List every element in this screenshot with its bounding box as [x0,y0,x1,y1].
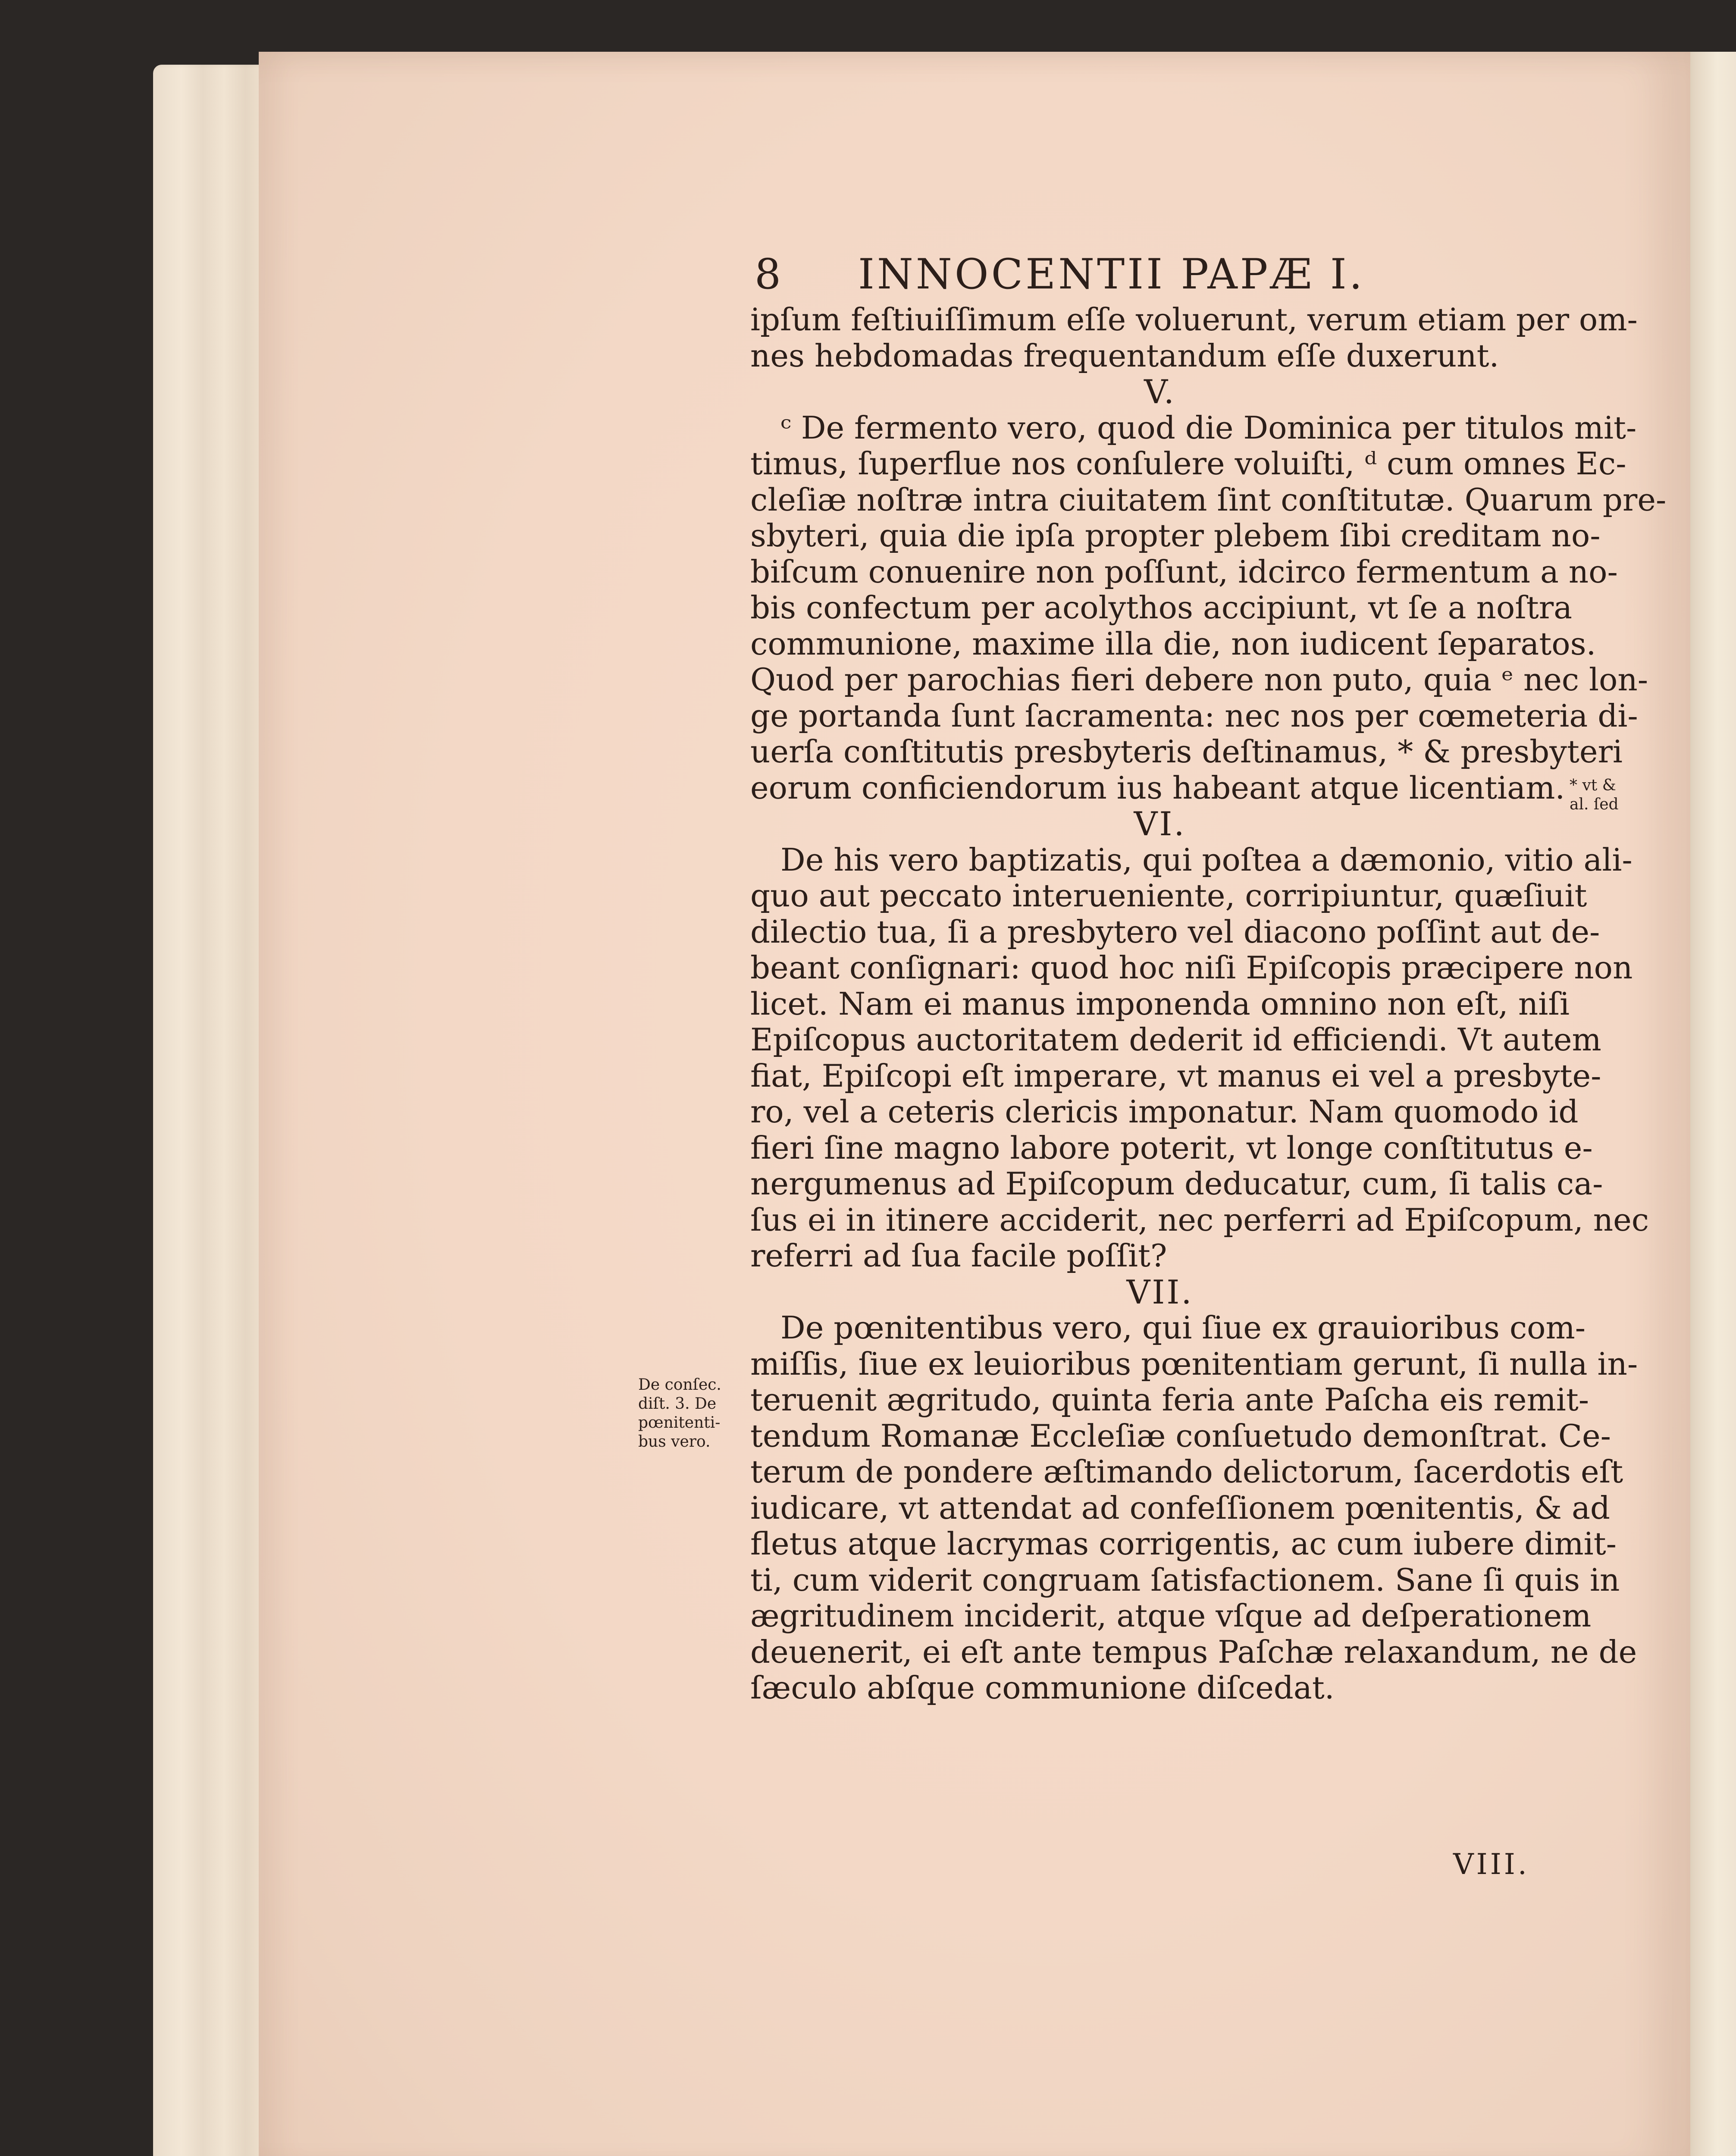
text-line: nes hebdomadas frequentandum eſſe duxerunt. [750,337,1499,374]
text-line: uerſa conſtitutis presbyteris deſtinamus, * & presbyteri [750,733,1623,770]
text-line: timus, ſuperflue nos conſulere voluiſti, ᵈ cum omnes Ec- [750,445,1626,482]
text-line: De his vero baptizatis, qui poſtea a dæmonio, vitio ali- [780,841,1633,878]
margin-note-line: * vt & [1570,777,1616,794]
text-line: ægritudinem inciderit, atque vſque ad deſperationem [750,1598,1592,1634]
text-line: cleſiæ noſtræ intra ciuitatem ſint conſtitutæ. Quarum pre- [750,481,1667,518]
margin-note-line: De conſec. [638,1376,721,1394]
text-line: teruenit ægritudo, quinta feria ante Paſcha eis remit- [750,1382,1589,1418]
running-head [755,250,1445,298]
catchword: VIII. [1453,1848,1529,1881]
text-line: ſæculo abſque communione diſcedat. [750,1670,1335,1706]
text-line: ge portanda ſunt ſacramenta: nec nos per cœmeteria di- [750,697,1638,734]
text-line: licet. Nam ei manus imponenda omnino non eſt, niſi [750,985,1570,1022]
text-line: De pœnitentibus vero, qui ſiue ex grauioribus com- [780,1310,1586,1346]
text-line: beant conſignari: quod hoc niſi Epiſcopis præcipere non [750,950,1633,986]
text-line: fiat, Epiſcopi eſt imperare, vt manus ei vel a presbyte- [750,1057,1601,1094]
text-line: iudicare, vt attendat ad confeſſionem pœnitentis, & ad [750,1489,1610,1526]
margin-note-line: pœnitenti- [638,1414,721,1432]
running-title: INNOCENTII PAPÆ I. [858,250,1365,298]
text-line: tendum Romanæ Eccleſiæ conſuetudo demonſtrat. Ce- [750,1417,1611,1454]
text-line: ro, vel a ceteris clericis imponatur. Nam quomodo id [750,1094,1579,1130]
margin-note-left [638,1376,737,1451]
text-line: Quod per parochias fieri debere non puto, quia ᵉ nec lon- [750,661,1648,698]
text-line: fieri ſine magno labore poterit, vt longe conſtitutus e- [750,1129,1593,1166]
margin-note-line: bus vero. [638,1433,711,1451]
section-heading-vi: VI. [1134,805,1186,843]
text-line: terum de pondere æſtimando delictorum, ſacerdotis eſt [750,1454,1623,1490]
text-line: ti, cum viderit congruam ſatisfactionem. Sane ſi quis in [750,1561,1620,1598]
margin-note-line: al. ſed [1570,796,1619,813]
section-heading-vii: VII. [1126,1272,1194,1311]
text-line: dilectio tua, ſi a presbytero vel diacono poſſint aut de- [750,913,1600,950]
text-line: quo aut peccato interueniente, corripiuntur, quæſiuit [750,877,1587,914]
text-line: bis confectum per acolythos accipiunt, vt ſe a noſtra [750,589,1573,626]
section-heading-v: V. [1144,373,1176,411]
text-line: ſus ei in itinere acciderit, nec perferri ad Epiſcopum, nec [750,1201,1649,1238]
text-line: ipſum feſtiuiſſimum eſſe voluerunt, verum etiam per om- [750,301,1638,338]
text-line: nergumenus ad Epiſcopum deducatur, cum, ſi talis ca- [750,1166,1603,1202]
text-line: communione, maxime illa die, non iudicent ſeparatos. [750,625,1596,662]
text-line: fletus atque lacrymas corrigentis, ac cum iubere dimit- [750,1526,1617,1562]
text-line: deuenerit, ei eſt ante tempus Paſchæ relaxandum, ne de [750,1633,1637,1670]
text-line: miſſis, ſiue ex leuioribus pœnitentiam gerunt, ſi nulla in- [750,1345,1638,1382]
text-line: ᶜ De fermento vero, quod die Dominica per titulos mit- [780,409,1637,446]
text-line: eorum conficiendorum ius habeant atque licentiam. [750,769,1565,806]
text-line: Epiſcopus auctoritatem dederit id efficiendi. Vt autem [750,1022,1601,1058]
page-number: 8 [755,250,784,298]
text-line: referri ad ſua facile poſſit? [750,1238,1167,1274]
text-line: biſcum conuenire non poſſunt, idcirco fermentum a no- [750,553,1618,590]
text-line: sbyteri, quia die ipſa propter plebem ſibi creditam no- [750,517,1601,554]
margin-note-line: diſt. 3. De [638,1395,717,1413]
margin-note-right [1570,776,1634,814]
